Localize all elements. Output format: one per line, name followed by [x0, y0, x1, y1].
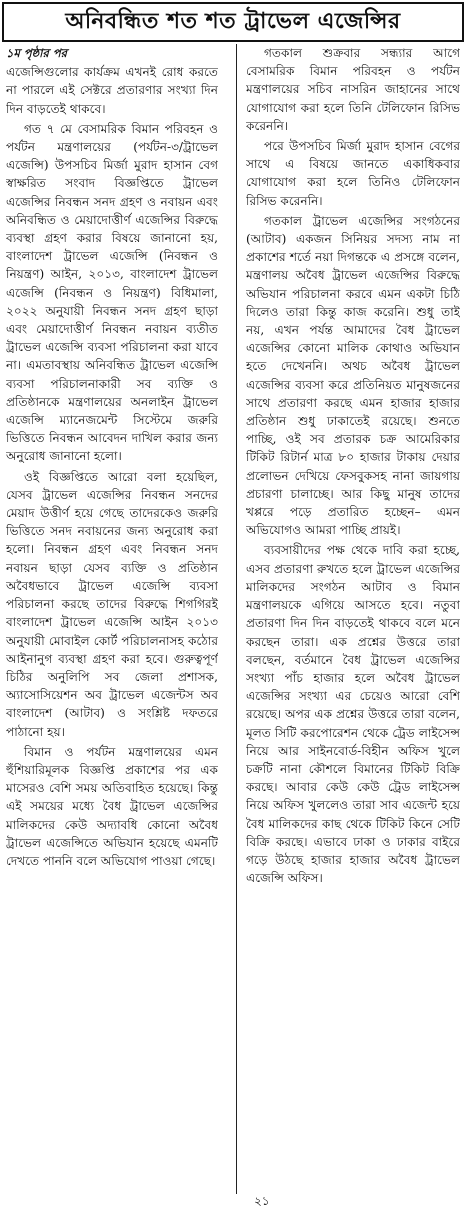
article-paragraph: এজেন্সিগুলোর কার্যক্রম এখনই রোধ করতে না পারলে এই সেক্টরে প্রতারণার সংখ্যা দিন দিন বাড়তেই থাকবে।	[6, 65, 218, 116]
headline: অনিবন্ধিত শত শত ট্রাভেল এজেন্সির	[2, 2, 464, 42]
article-column-right	[246, 44, 460, 1199]
column-divider	[236, 44, 237, 1194]
article-paragraph: ব্যবসায়ীদের পক্ষ থেকে দাবি করা হচ্ছে, এসব প্রতারণা রুখতে হলে ট্রাভেল এজেন্সির মালিকদের সংগঠন আটাব ও বিমান মন্ত্রণালয়কে এগিয়ে আসতে হবে। নতুবা প্রতারণা দিন দিন বাড়তেই থাকবে বলে মনে করছেন তারা। এক প্রশ্নের উত্তরে তারা বলছেন, বর্তমানে বৈধ ট্রাভেল এজেন্সির সংখ্যা পাঁচ হাজার হলে অবৈধ ট্রাভেল এজেন্সির সংখ্যা এর চেয়েও আরো বেশি রয়েছে। অপর এক প্রশ্নের উত্তরে তারা বলেন, মূলত সিটি করপোরেশন থেকে ট্রেড লাইসেন্স নিয়ে আর সাইনবোর্ড-বিহীন অফিস খুলে চক্রটি নানা কৌশলে বিমানের টিকিট বিক্রি করছে। আবার কেউ কেউ ট্রেড লাইসেন্স নিয়ে অফিস খুললেও তারা সাব এজেন্ট হয়ে বৈধ মালিকদের কাছ থেকে টিকিট কিনে সেটি বিক্রি করছে। এভাবে ঢাকা ও ঢাকার বাইরে গড়ে উঠছে হাজার হাজার অবৈধ ট্রাভেল এজেন্সি অফিস।	[246, 543, 460, 886]
cut-off-page-mark: ২১	[254, 1195, 270, 1207]
article-column-left	[6, 44, 218, 1199]
article-paragraph: বিমান ও পর্যটন মন্ত্রণালয়ের এমন হুঁশিয়ারিমূলক বিজ্ঞপ্তি প্রকাশের পর এক মাসেরও বেশি সময় অতিবাহিত হয়েছে। কিন্তু এই সময়ের মধ্যে বৈধ ট্রাভেল এজেন্সির মালিকদের কেউ অদ্যাবধি কোনো অবৈধ ট্রাভেল এজেন্সিতে অভিযান হয়েছে এমনটি দেখতে পাননি বলে অভিযোগ পাওয়া গেছে।	[6, 744, 218, 868]
article-paragraph: পরে উপসচিব মির্জা মুরাদ হাসান বেগের সাথে এ বিষয়ে জানতে একাধিকবার যোগাযোগ করা হলে তিনিও টেলিফোন রিসিভ করেননি।	[246, 139, 460, 208]
article-paragraph: গত ৭ মে বেসামরিক বিমান পরিবহন ও পর্যটন মন্ত্রণালয়ের (পর্যটন-৩/ট্রাভেল এজেন্সি) উপসচিব মির্জা মুরাদ হাসান বেগ স্বাক্ষরিত সংবাদ বিজ্ঞপ্তিতে ট্রাভেল এজেন্সির নিবন্ধন সনদ গ্রহণ ও নবায়ন এবং অনিবন্ধিত ও মেয়াদোত্তীর্ণ এজেন্সির বিরুদ্ধে ব্যবস্থা গ্রহণ করার বিষয়ে জানানো হয়, বাংলাদেশ ট্রাভেল এজেন্সি (নিবন্ধন ও নিয়ন্ত্রণ) আইন, ২০১৩, বাংলাদেশ ট্রাভেল এজেন্সি (নিবন্ধন ও নিয়ন্ত্রণ) বিধিমালা, ২০২২ অনুযায়ী নিবন্ধন সনদ গ্রহণ ছাড়া এবং মেয়াদোত্তীর্ণ নিবন্ধন নবায়ন ব্যতীত ট্রাভেল এজেন্সি ব্যবসা পরিচালনা করা যাবে না। এমতাবস্থায় অনিবন্ধিত ট্রাভেল এজেন্সি ব্যবসা পরিচালনাকারী সব ব্যক্তি ও প্রতিষ্ঠানকে মন্ত্রণালয়ের অনলাইন ট্রাভেল এজেন্সি ম্যানেজমেন্ট সিস্টেমে জরুরি ভিত্তিতে নিবন্ধন আবেদন দাখিল করার জন্য অনুরোধ জানানো হলো।	[6, 121, 218, 464]
continued-from-label: ১ম পৃষ্ঠার পর	[6, 46, 67, 60]
article-paragraph: গতকাল ট্রাভেল এজেন্সির সংগঠনের (আটাব) একজন সিনিয়র সদস্য নাম না প্রকাশের শর্তে নয়া দিগন্তকে এ প্রসঙ্গে বলেন, মন্ত্রণালয় অবৈধ ট্রাভেল এজেন্সির বিরুদ্ধে অভিযান পরিচালনা করবে এমন একটা চিঠি দিলেও তারা কিন্তু কাজ করেনি। শুধু তাই নয়, এখন পর্যন্ত আমাদের বৈধ ট্রাভেল এজেন্সির কোনো মালিক কোথাও অভিযান হতে দেখেননি। অথচ অবৈধ ট্রাভেল এজেন্সির ব্যবসা করে প্রতিনিয়ত মানুষজনের সাথে প্রতারণা করছে এমন হাজার হাজার প্রতিষ্ঠান শুধু ঢাকাতেই রয়েছে। শুনতে পাচ্ছি, ওই সব প্রতারক চক্র আমেরিকার টিকিট রিটার্ন মাত্র ৮০ হাজার টাকায় দেয়ার প্রলোভন দেখিয়ে ফেসবুকসহ নানা জায়গায় প্রচারণা চালাচ্ছে। আর কিছু মানুষ তাদের খপ্পরে পড়ে প্রতারিত হচ্ছেন– এমন অভিযোগও আমরা পাচ্ছি প্রায়ই।	[246, 213, 460, 538]
article-paragraph: গতকাল শুক্রবার সন্ধ্যার আগে বেসামরিক বিমান পরিবহন ও পর্যটন মন্ত্রণালয়ের সচিব নাসরিন জাহানের সাথে যোগাযোগ করা হলে তিনি টেলিফোন রিসিভ করেননি।	[246, 46, 460, 133]
article-paragraph: ওই বিজ্ঞপ্তিতে আরো বলা হয়েছিল, যেসব ট্রাভেল এজেন্সির নিবন্ধন সনদের মেয়াদ উত্তীর্ণ হয়ে গেছে তাদেরকেও জরুরি ভিত্তিতে সনদ নবায়নের জন্য অনুরোধ করা হলো। নিবন্ধন গ্রহণ এবং নিবন্ধন সনদ নবায়ন ছাড়া যেসব ব্যক্তি ও প্রতিষ্ঠান অবৈধভাবে ট্রাভেল এজেন্সি ব্যবসা পরিচালনা করছে তাদের বিরুদ্ধে শিগগিরই বাংলাদেশ ট্রাভেল এজেন্সি আইন ২০১৩ অনুযায়ী মোবাইল কোর্ট পরিচালনাসহ কঠোর আইনানুগ ব্যবস্থা গ্রহণ করা হবে। গুরুত্বপূর্ণ চিঠির অনুলিপি সব জেলা প্রশাসক, অ্যাসোসিয়েশন অব ট্রাভেল এজেন্টস অব বাংলাদেশ (আটাব) ও সংশ্লিষ্ট দফতরে পাঠানো হয়।	[6, 469, 218, 739]
